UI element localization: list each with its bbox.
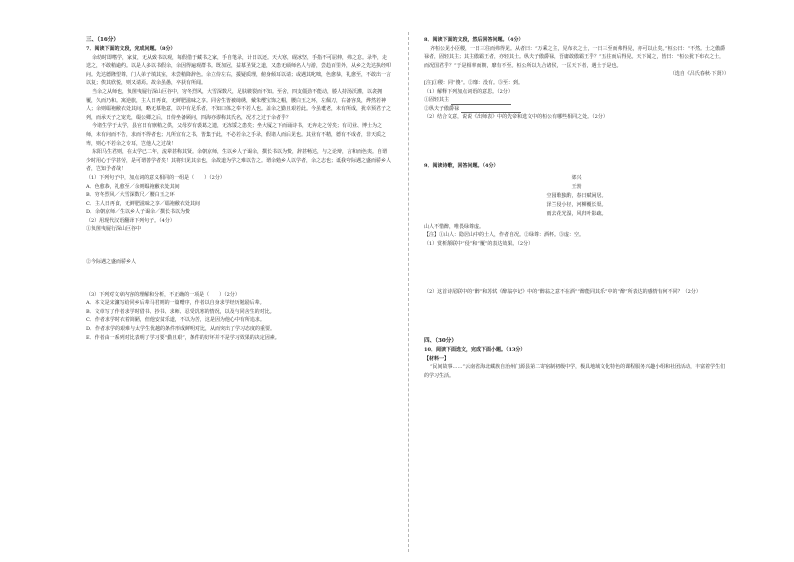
q9-1: （1）赏析颔联中“侵”和“覆”的表达效果。（2分）: [424, 240, 534, 247]
q8-passage: 齐桓公见小臣稷，一日三往而弗得见。从者曰：“万乘之主，见布衣之士，一日三至而弗得见，亦可以止矣。”桓公曰：“不然。士之傲爵禄者，固轻其主；其主傲霸王者，亦轻其士。纵夫子傲爵禄，吾庸敢傲霸王乎？”五往而后得见。天下闻之，皆曰：“桓公犹下布衣之士，而况国君乎？”于是相率而朝，靡有不至。桓公所以九合诸侯，一匡天下者，遇士于是也。: [424, 45, 726, 69]
q7-title: 7．阅读下面的文段，完成问题。（8分）: [86, 46, 176, 52]
poem: [424, 174, 729, 220]
answer-space: [424, 297, 729, 337]
answer-blank[interactable]: [451, 99, 511, 105]
poem-line: 泽兰侵小径，河柳覆长渠。: [546, 202, 607, 209]
q7-3-option-c: C．作者求学时衣着简陋，但他安贫乐道，不以为苦，这是因为他心中有所追求。: [86, 317, 265, 324]
q7-1-option-d: D．余朝京师／生以乡人子谒余／撰长书以为贽: [86, 209, 191, 216]
q10-title: 10．阅读下面选文，完成下面小题。（13分）: [424, 346, 526, 353]
answer-space: [424, 122, 729, 162]
passage-para-3: 今诸生学于太学，县官日有廪稍之供，父母岁有裘葛之遗，无冻馁之患矣；坐大厦之下而诵诗书，无奔走之劳矣；有司业、博士为之师，未有问而不告，求而不得者也；凡所宜有之书，皆集于此，不必若余之手录，假诸人而后见也。其业有不精，德有不成者，非天质之卑，则心不若余之专耳，岂他人之过哉！: [86, 123, 387, 147]
q8-1-item-1: ①固轻其主: [424, 96, 729, 105]
q7-2: （2）用现代汉语翻译下列句子。（4分）: [86, 217, 175, 224]
q8-1-item-2: ②纵夫子傲爵禄: [424, 105, 729, 114]
poem-note: 【注】①山人：隐居山中的士人，作者自况。②绿尊：酒杯。③虚：空。: [424, 232, 585, 239]
q7-1-option-a: A．色愈恭，礼愈至／余则缊袍敝衣处其间: [86, 183, 180, 190]
column-divider: [408, 32, 409, 552]
q7-1-option-b: B．穷冬烈风／大雪深数尺／腰白玉之环: [86, 192, 175, 199]
q7-3-option-e: E．作者由一系列对比表明了学习要“勤且艰”，条件的好坏并不是学习效果的决定因素。: [86, 334, 280, 341]
section-4-title: 四、（30分）: [424, 337, 457, 344]
q7-3: （3）下列对文章内容的理解和分析，不正确的一项是（ ）（2分）: [86, 291, 240, 298]
poem-line: 雨去花光湿，风归叶影疏。: [546, 211, 607, 218]
answer-space: [86, 234, 391, 258]
left-column: [86, 36, 391, 342]
q9-2: （2）这首诗尾联中的“醉”和苏轼《醉翁亭记》中的“醉翁之意不在酒”“醉能同其乐”中的“醉”所表达的感情有何不同？（2分）: [424, 289, 701, 296]
answer-space: [86, 267, 391, 291]
q7-3-option-a: A．本文是宋濂写给同乡后辈马君则的一篇赠序，作者以自身求学经历勉励后辈。: [86, 300, 265, 307]
q8-source: （选自《吕氏春秋·下贤》）: [669, 71, 729, 78]
answer-space: [424, 248, 729, 288]
poem-title: 郊兴: [571, 174, 582, 181]
q9-title: 9．阅读诗歌，回答问题。（4分）: [424, 162, 499, 169]
poem-last-line: 山人不惜醉，唯畏绿尊虚。: [424, 223, 485, 230]
q7-2-item-2: ②今际遇之盛而骄乡人: [86, 259, 137, 266]
q7-1: （1）下列句子中，加点词的意义相同的一组是（ ）（2分）: [86, 174, 225, 181]
q8-1: （1）解释下列加点词语的意思。（2分）: [424, 88, 513, 95]
material-title: 【材料一】: [424, 355, 450, 362]
right-column: [424, 36, 729, 380]
q7-2-item-1: ①负箧曳屣行深山巨谷中: [86, 226, 142, 233]
q7-3-option-b: B．文章写了作者求学时借书、抄书、求师、忍受饥寒的情况，以及与同舍生的对比。: [86, 308, 275, 315]
q7-1-option-c: C．主人日再食，无鲜肥滋味之享／缊袍敝衣处其间: [86, 200, 200, 207]
q8-title: 8．阅读下面的文段，然后回答问题。（4分）: [424, 37, 524, 43]
section-title: 三、（16分）: [86, 37, 119, 43]
material-text: “民间故事……”云南省海北藏族自治州门源县第二寄宿制初级中学，极具地域文化特色的课程服务兴趣小组和社团活动，丰富着学生们的学习生活。: [424, 364, 726, 379]
passage-para-1: 余幼时即嗜学，家贫，无从致书以观，每假借于藏书之家，手自笔录，计日以还。天大寒，砚冰坚，手指不可屈伸，弗之怠。录毕，走送之，不敢稍逾约。以是人多以书假余，余因得遍观群书。既加冠，益慕圣贤之道，又患无硕师名人与游，尝趋百里外，从乡之先达执经叩问。先达德隆望尊，门人弟子填其室，未尝稍降辞色。余立侍左右，援疑质理，俯身倾耳以请；或遇其叱咄，色愈恭，礼愈至，不敢出一言以复；俟其欣悦，则又请焉。故余虽愚，卒获有所闻。: [86, 54, 392, 87]
passage-para-2: 当余之从师也，负箧曳屣行深山巨谷中，穷冬烈风，大雪深数尺，足肤皲裂而不知。至舍，四支僵劲不能动，媵人持汤沃灌，以衾拥覆，久而乃和。寓逆旅，主人日再食，无鲜肥滋味之享。同舍生皆被绮绣，戴朱缨宝饰之帽，腰白玉之环，左佩刀，右备容臭，烨然若神人；余则缊袍敝衣处其间，略无慕艳意，以中有足乐者，不知口体之奉不若人也。盖余之勤且艰若此。今虽耄老，未有所成，犹幸预君子之列，而承天子之宠光，缀公卿之后，日侍坐备顾问，四海亦谬称其氏名，况才之过于余者乎？: [86, 88, 392, 121]
q8-2: （2）结合文意，说说《出师表》中的先帝和选文中的桓公有哪些相同之处。（2分）: [424, 114, 608, 121]
poem-author: 王勃: [571, 183, 582, 190]
q7-3-option-d: D．作者求学的艰难与太学生优越的条件形成鲜明对比，从而突出了学习态度的重要。: [86, 326, 276, 333]
poem-line: 空园歌独酌，春日赋闲居。: [546, 192, 607, 199]
passage-para-4: 东阳马生君则，在太学已二年，流辈甚称其贤。余朝京师，生以乡人子谒余，撰长书以为贽，辞甚畅达，与之论辩，言和而色夷。自谓少时用心于学甚劳，是可谓善学者矣！其将归见其亲也，余故道为学之难以告之。谓余勉乡人以学者，余之志也；诋我夸际遇之盛而骄乡人者，岂知予者哉！: [86, 149, 392, 173]
q8-note: [注]①稷：同“傻”。②靡：没有。③至：到。: [424, 79, 524, 86]
